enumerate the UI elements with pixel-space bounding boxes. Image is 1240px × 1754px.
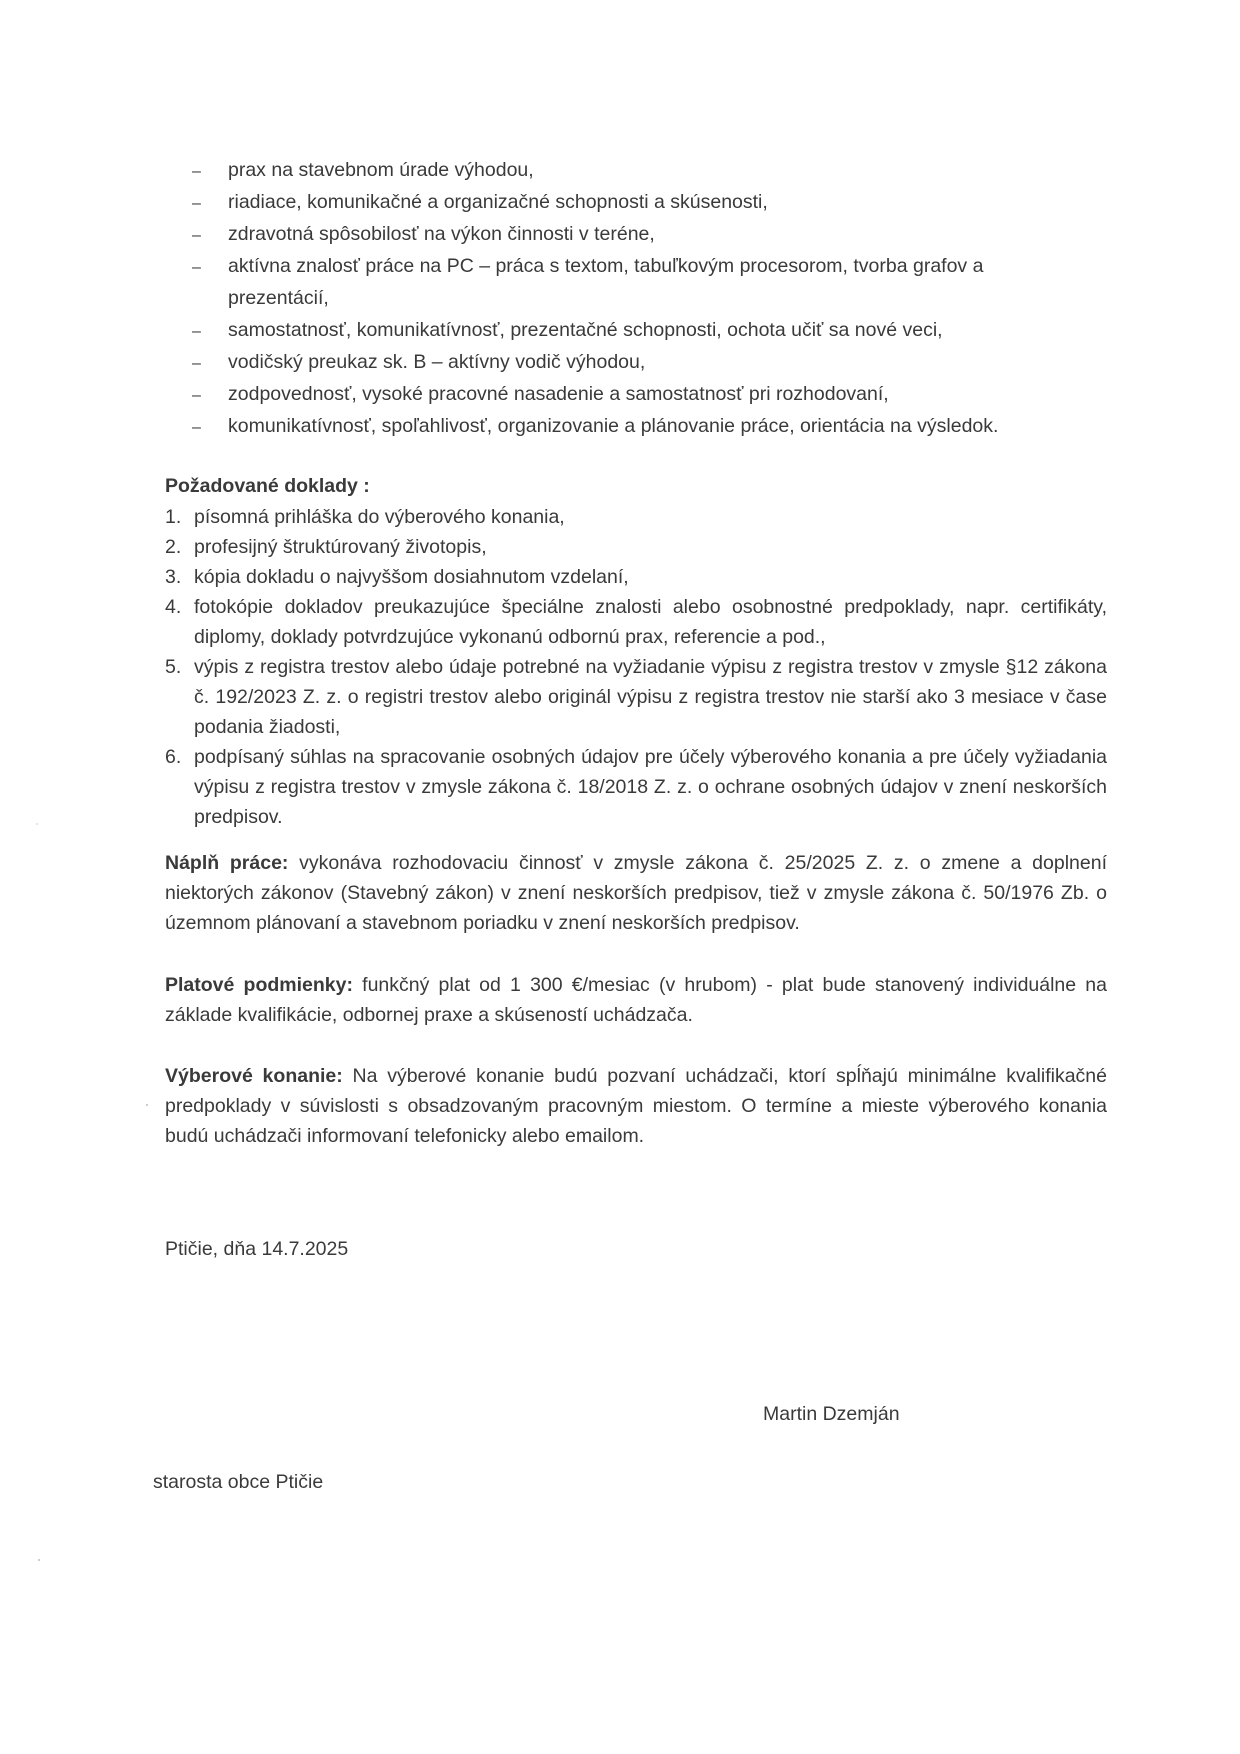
salary-label: Platové podmienky: <box>165 974 353 996</box>
list-item: – samostatnosť, komunikatívnosť, prezentačné schopnosti, ochota učiť sa nové veci, <box>192 314 1072 346</box>
dash-bullet-icon: – <box>192 387 201 404</box>
scan-speck <box>146 1104 148 1106</box>
selection-procedure-paragraph: Výberové konanie: Na výberové konanie budú pozvaní uchádzači, ktorí spĺňajú minimálne kvalifikačné predpoklady v súvislosti s obsadzovaným pracovným miestom. O termíne a mieste výberového konania budú uchádzači informovaní telefonicky alebo emailom. <box>165 1065 1107 1147</box>
list-item: 4. fotokópie dokladov preukazujúce špeciálne znalosti alebo osobnostné predpoklady, napr. certifikáty, diplomy, doklady potvrdzujúce vykonanú odbornú prax, referencie a pod., <box>165 592 1107 652</box>
salary-paragraph: Platové podmienky: funkčný plat od 1 300 €/mesiac (v hrubom) - plat bude stanovený individuálne na základe kvalifikácie, odbornej praxe a skúseností uchádzača. <box>165 974 1107 1026</box>
list-item: 3. kópia dokladu o najvyššom dosiahnutom vzdelaní, <box>165 562 1107 592</box>
documents-list <box>165 502 1107 832</box>
list-item: – zdravotná spôsobilosť na výkon činnosti v teréne, <box>192 218 1072 250</box>
requirements-list <box>192 154 1072 442</box>
documents-heading: Požadované doklady : <box>165 475 370 497</box>
selection-procedure-label: Výberové konanie: <box>165 1065 343 1087</box>
list-item: – prax na stavebnom úrade výhodou, <box>192 154 1072 186</box>
dash-bullet-icon: – <box>192 419 201 436</box>
item-number: 6. <box>165 746 182 768</box>
item-number: 1. <box>165 506 182 528</box>
list-item: 6. podpísaný súhlas na spracovanie osobných údajov pre účely výberového konania a pre účely vyžiadania výpisu z registra trestov v zmysle zákona č. 18/2018 Z. z. o ochrane osobných údajov v znení neskorších predpisov. <box>165 742 1107 832</box>
scan-speck <box>36 823 38 825</box>
dash-bullet-icon: – <box>192 227 201 244</box>
list-item: – zodpovednosť, vysoké pracovné nasadenie a samostatnosť pri rozhodovaní, <box>192 378 1072 410</box>
dash-bullet-icon: – <box>192 323 201 340</box>
list-item: – riadiace, komunikačné a organizačné schopnosti a skúsenosti, <box>192 186 1072 218</box>
dash-bullet-icon: – <box>192 259 201 276</box>
item-number: 4. <box>165 596 182 618</box>
list-item: 5. výpis z registra trestov alebo údaje potrebné na vyžiadanie výpisu z registra trestov v zmysle §12 zákona č. 192/2023 Z. z. o registri trestov alebo originál výpisu z registra trestov nie starší ako 3 mesiace v čase podania žiadosti, <box>165 652 1107 742</box>
list-item: – komunikatívnosť, spoľahlivosť, organizovanie a plánovanie práce, orientácia na výsledok. <box>192 410 1072 442</box>
dash-bullet-icon: – <box>192 355 201 372</box>
scan-speck <box>38 1559 40 1561</box>
job-description-label: Náplň práce: <box>165 852 289 874</box>
list-item: – vodičský preukaz sk. B – aktívny vodič výhodou, <box>192 346 1072 378</box>
item-number: 5. <box>165 656 182 678</box>
signatory-name: Martin Dzemján <box>763 1403 900 1425</box>
place-date: Ptičie, dňa 14.7.2025 <box>165 1238 349 1260</box>
list-item: – aktívna znalosť práce na PC – práca s textom, tabuľkovým procesorom, tvorba grafov a prezentácií, <box>192 250 1072 314</box>
item-number: 2. <box>165 536 182 558</box>
job-description-paragraph: Náplň práce: vykonáva rozhodovaciu činnosť v zmysle zákona č. 25/2025 Z. z. o zmene a doplnení niektorých zákonov (Stavebný zákon) v znení neskorších predpisov, tiež v zmysle zákona č. 50/1976 Zb. o územnom plánovaní a stavebnom poriadku v znení neskorších predpisov. <box>165 852 1107 934</box>
list-item: 1. písomná prihláška do výberového konania, <box>165 502 1107 532</box>
signatory-title: starosta obce Ptičie <box>153 1471 324 1493</box>
list-item: 2. profesijný štruktúrovaný životopis, <box>165 532 1107 562</box>
dash-bullet-icon: – <box>192 195 201 212</box>
item-number: 3. <box>165 566 182 588</box>
dash-bullet-icon: – <box>192 163 201 180</box>
